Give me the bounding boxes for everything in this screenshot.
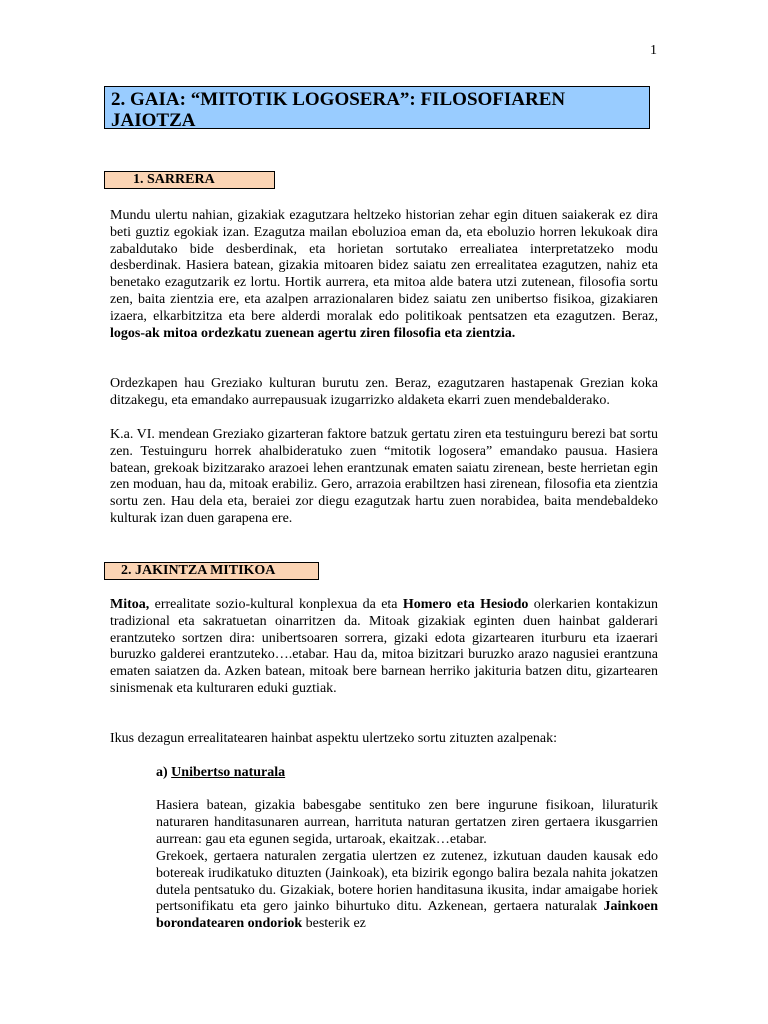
section-heading-jakintza-mitikoa: 2. JAKINTZA MITIKOA [104,562,319,580]
mitoa-text-2: olerkarien kontakizun tradizional eta sakratuetan oinarritzen da. Mitoak gizakiak eginten duen hainbat galderari erantzuteko sortzen dira: unibertsoaren sorrera, gizaki edota gizartearen iturburu eta izaerari buruzko galderei erantzuteko….etabar. Hau da, mitoa bizitzari buruzko arazo nagusiei erantzuna ematen saiatzen da. Azken batean, mitoak bere barnean herriko jakituria batzen ditu, gizartearen sinismenak eta kulturaren eduki guztiak. [110,597,659,696]
mitoa-bold: Mitoa, [110,597,150,612]
page-number: 1 [650,43,657,58]
subheading-prefix: a) [156,765,172,780]
paragraph-ikus: Ikus dezagun errealitatearen hainbat aspektu ulertzeko sortu zituzten azalpenak: [110,731,558,746]
paragraph-intro [110,208,658,342]
paragraph-grekoek [156,849,658,933]
paragraph-intro-bold: logos-ak mitoa ordezkatu zuenean agertu ziren filosofia eta zientzia. [110,325,516,341]
page-title: 2. GAIA: “MITOTIK LOGOSERA”: FILOSOFIAREN JAIOTZA [104,86,650,129]
paragraph-hasiera: Hasiera batean, gizakia babesgabe sentituko zen bere ingurune fisikoan, liluraturik naturaren handitasunaren aurrean, harrituta naturan gertatzen ziren gertaera ikusgarrien aurrean: gau eta egunen segida, urtaroak, ekaitzak…etabar. [156,798,658,847]
grekoek-text-2: besterik ez [302,916,366,932]
paragraph-intro-text: Mundu ulertu nahian, gizakiak ezagutzara heltzeko historian zehar egin dituen saiakerak ez dira beti guztiz egokiak izan. Ezagutza mailan eboluzioa eman da, eta eboluzio horren lekukoak dira zabaldutako bide desberdinak, eta horietan sortutako errealiatea interpretatzeko modu desberdinak. Hasiera batean, gizakia mitoaren bidez saiatu zen errealitatea ezagutzen, nahiz eta benetako ezagutzarik ez lortu. Hortik aurrera, eta mitoa alde batera utzi zutenean, filosofia sortu zen, baita zientzia ere, eta azalpen arrazionalaren bidez saiatu zen unibertso fisikoa, gizakiaren izaera, elkarbitzitza eta bere alderdi moralak edo politikoak pentsatzen eta ezagutzen. Beraz, [110,208,658,324]
homero-hesiodo-bold: Homero eta Hesiodo [402,597,529,612]
paragraph-mitoa [110,597,658,698]
mitoa-text-1: errealitate sozio-kultural konplexua da eta [149,597,403,612]
jainkoen-bold: Jainkoen borondatearen ondoriok [156,899,658,932]
subheading-title: Unibertso naturala [171,765,286,780]
subheading-unibertso-naturala [156,765,285,781]
paragraph-ordezkapen: Ordezkapen hau Greziako kulturan burutu zen. Beraz, ezagutzaren hastapenak Grezian koka ditzakegu, eta emandako aurrepausuak izugarrizko aldaketa ekarri zuen mendebalderako. [110,376,658,408]
section-heading-sarrera: 1. SARRERA [104,171,275,189]
paragraph-context: K.a. VI. mendean Greziako gizarteran faktore batzuk gertatu ziren eta testuinguru berezi bat sortu zen. Testuinguru horrek ahalbideratuko zuen “mitotik logosera” emandako pausua. Hasiera batean, grekoak bizitzarako arazoei lehen erantzunak ematen saiatu zirenean, beste herrietan egin zen moduan, hau da, mitoak erabiliz. Gero, arrazoia erabiltzen hasi zirenean, filosofia eta zientzia sortu zen. Hau dela eta, beraiei zor diegu ezagutzak hartu zuen norabidea, baita mendebaldeko kulturak izan duen garapena ere. [110,427,658,526]
grekoek-text: Grekoek, gertaera naturalen zergatia ulertzen ez zutenez, izkutuan dauden kausak edo botereak irudikatuko dituzten (Jainkoak), eta bizirik egongo balira bezala nahita jokatzen dutela pentsatuko du. Gizakiak, botere horien handitasuna ikusita, indar amaigabe horiek pertsonifikatu eta gero jainko bihurtuko ditu. Azkenean, gertaera naturalak [156,849,658,915]
